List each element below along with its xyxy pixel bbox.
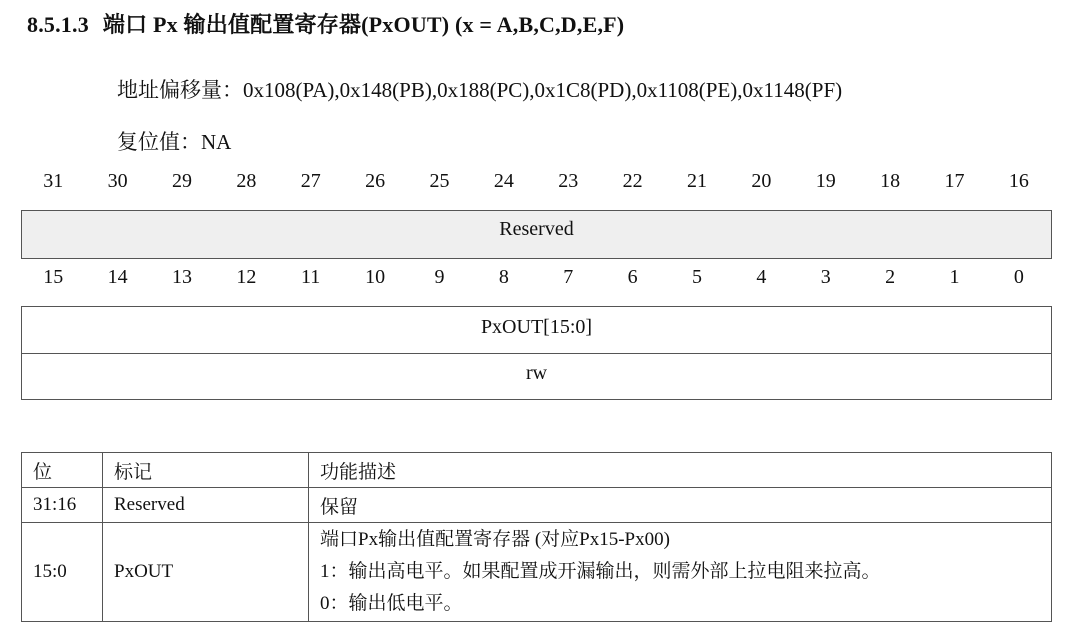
bit-number: 10	[365, 266, 386, 288]
table-header-row	[22, 453, 1052, 488]
bit-number: 5	[691, 266, 702, 288]
bit-number: 17	[944, 170, 965, 192]
row-name: PxOUT	[103, 523, 309, 622]
bit-number: 28	[236, 170, 257, 192]
bit-number: 15	[43, 266, 64, 288]
high-bit-numbers	[21, 166, 1051, 196]
address-offset-value: 0x108(PA),0x148(PB),0x188(PC),0x1C8(PD),0x1108(PE),0x1148(PF)	[243, 78, 843, 102]
bit-number: 7	[563, 266, 574, 288]
bit-number: 18	[880, 170, 901, 192]
section-heading: 端口 Px 输出值配置寄存器(PxOUT) (x = A,B,C,D,E,F)	[102, 12, 625, 37]
row-description	[309, 523, 1052, 622]
bit-number: 6	[627, 266, 638, 288]
row-name: Reserved	[103, 488, 309, 523]
bit-number: 26	[365, 170, 386, 192]
bit-number: 1	[949, 266, 960, 288]
bit-number: 14	[107, 266, 128, 288]
bit-number: 23	[558, 170, 579, 192]
bit-number: 19	[815, 170, 836, 192]
row-bits: 15:0	[22, 523, 103, 622]
bit-number: 31	[43, 170, 64, 192]
bit-description-table	[21, 452, 1052, 622]
description-line: 端口Px输出值配置寄存器 (对应Px15-Px00)	[320, 529, 670, 550]
table-row	[22, 488, 1052, 523]
bit-number: 30	[107, 170, 128, 192]
table-row	[22, 523, 1052, 622]
bit-number: 4	[756, 266, 767, 288]
reset-value-label: 复位值：	[117, 130, 201, 154]
bit-number: 27	[300, 170, 321, 192]
section-title	[27, 8, 624, 39]
bit-number: 20	[751, 170, 772, 192]
reset-value	[117, 126, 231, 156]
header-bit: 位	[22, 453, 103, 488]
address-offset-label: 地址偏移量：	[117, 78, 243, 102]
bit-number: 22	[622, 170, 643, 192]
bit-number: 13	[171, 266, 192, 288]
bit-number: 16	[1008, 170, 1029, 192]
row-bits: 31:16	[22, 488, 103, 523]
header-description: 功能描述	[309, 453, 1052, 488]
row-description: 保留	[309, 488, 1052, 523]
bit-number: 2	[885, 266, 896, 288]
low-bit-numbers	[21, 262, 1051, 292]
bit-number: 24	[493, 170, 514, 192]
bit-number: 29	[171, 170, 192, 192]
bit-number: 8	[498, 266, 509, 288]
description-line: 1：输出高电平。如果配置成开漏输出，则需外部上拉电阻来拉高。	[320, 561, 881, 582]
section-number: 8.5.1.3	[27, 12, 89, 37]
reserved-field-box: Reserved	[21, 210, 1052, 259]
bit-number: 21	[686, 170, 707, 192]
access-type-box: rw	[21, 353, 1052, 400]
address-offset	[117, 74, 842, 104]
reset-value-text: NA	[201, 130, 232, 154]
bit-number: 0	[1013, 266, 1024, 288]
header-name: 标记	[103, 453, 309, 488]
bit-number: 12	[236, 266, 257, 288]
bit-number: 11	[301, 266, 321, 288]
bit-number: 25	[429, 170, 450, 192]
bit-number: 9	[434, 266, 445, 288]
description-line: 0：输出低电平。	[320, 593, 463, 614]
bit-number: 3	[820, 266, 831, 288]
pxout-field-box: PxOUT[15:0]	[21, 306, 1052, 354]
